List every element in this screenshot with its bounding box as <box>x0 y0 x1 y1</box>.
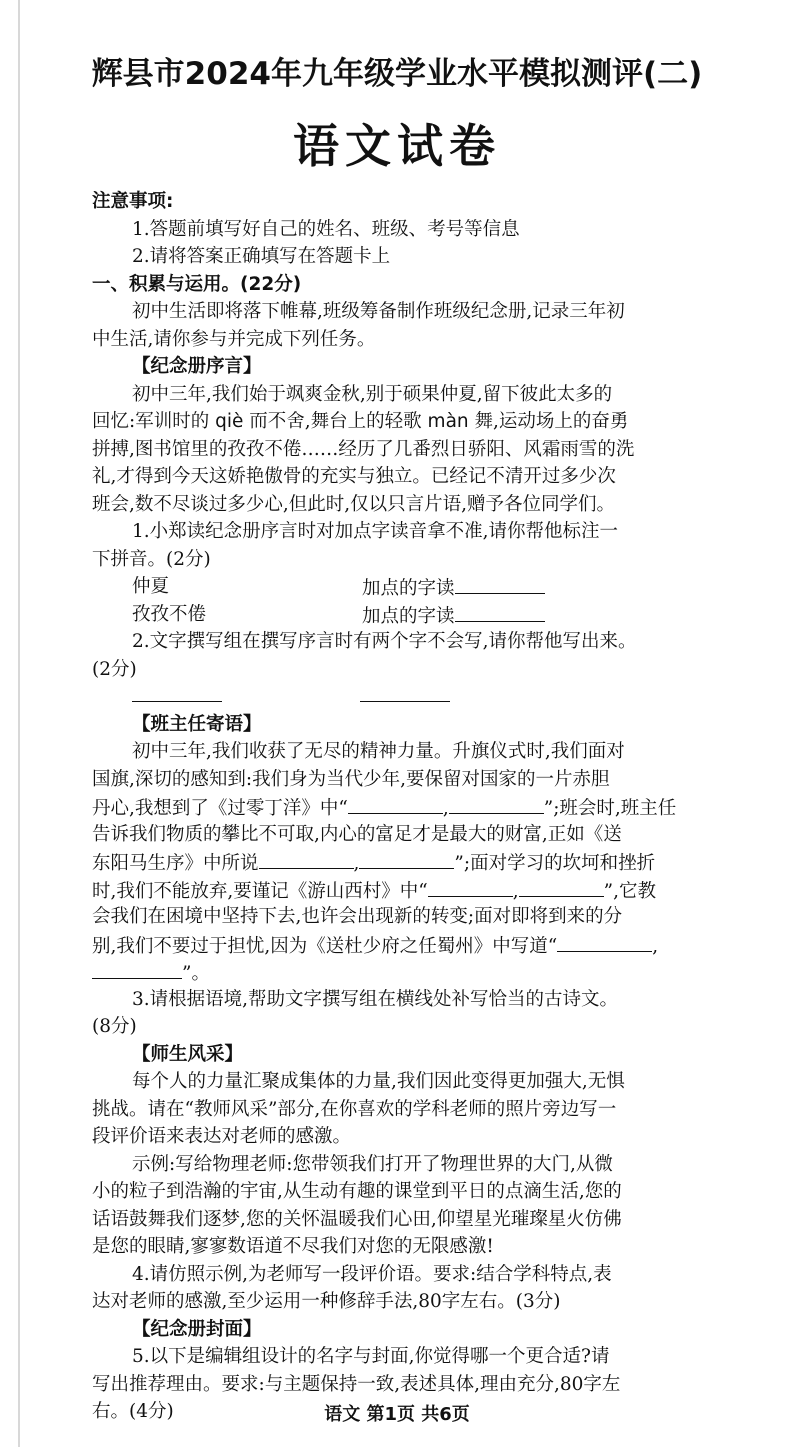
q3-line-1: 3.请根据语境,帮助文字撰写组在横线处补写恰当的古诗文。 <box>132 988 619 1010</box>
q1-item-1 <box>92 573 764 601</box>
subject-title: 语文试卷 <box>293 119 501 173</box>
teacher-msg-line-2: 国旗,深切的感知到:我们身为当代少年,要保留对国家的一片赤胆 <box>92 768 610 790</box>
answer-blank[interactable] <box>428 876 513 897</box>
q1-word-1: 仲夏 <box>132 576 170 597</box>
pinyin-man: màn <box>427 411 469 432</box>
answer-blank[interactable] <box>519 876 604 897</box>
teacher-msg-text: 时,我们不能放弃,要谨记《游山西村》中“ <box>92 880 428 902</box>
page-footer: 语文 第1页 共6页 <box>324 1404 470 1425</box>
teacher-msg-line-3 <box>92 793 764 821</box>
example-line-4: 是您的眼睛,寥寥数语道不尽我们对您的无限感激! <box>92 1236 494 1257</box>
answer-blank[interactable] <box>360 701 450 702</box>
teacher-msg-text: 别,我们不要过于担忧,因为《送杜少府之任蜀州》中写道“ <box>92 935 558 957</box>
preface-line-4: 礼,才得到今天这娇艳傲骨的充实与独立。已经记不清开过多少次 <box>92 466 616 487</box>
teachers-line-2: 挑战。请在“教师风采”部分,在你喜欢的学科老师的照片旁边写一 <box>92 1098 617 1120</box>
teacher-msg-text: 丹心,我想到了《过零丁洋》中“ <box>92 798 348 819</box>
teacher-msg-text: , <box>512 880 519 902</box>
q5-line-3: 右。(4分) <box>92 1401 174 1422</box>
notice-item-1: 1.答题前填写好自己的姓名、班级、考号等信息 <box>132 218 520 240</box>
teacher-msg-line-5 <box>92 848 764 876</box>
teacher-msg-line-9 <box>92 958 764 986</box>
example-line-1: 示例:写给物理老师:您带领我们打开了物理世界的大门,从微 <box>132 1153 613 1175</box>
answer-blank[interactable] <box>132 701 222 702</box>
teacher-msg-text: , <box>442 798 449 819</box>
cover-label: 【纪念册封面】 <box>132 1318 262 1340</box>
preface-line-3: 拼搏,图书馆里的孜孜不倦……经历了几番烈日骄阳、风霜雨雪的洗 <box>92 438 635 460</box>
notice-item-2: 2.请将答案正确填写在答题卡上 <box>132 246 391 267</box>
preface-text: 舞,运动场上的奋勇 <box>468 411 629 432</box>
answer-blank[interactable] <box>557 931 652 952</box>
q5-line-2: 写出推荐理由。要求:与主题保持一致,表述具体,理由充分,80字左 <box>92 1373 621 1395</box>
section-intro-line-2: 中生活,请你参与并完成下列任务。 <box>92 328 376 350</box>
teacher-msg-line-1: 初中三年,我们收获了无尽的精神力量。升旗仪式时,我们面对 <box>132 741 625 762</box>
teacher-msg-line-4: 告诉我们物质的攀比不可取,内心的富足才是最大的财富,正如《送 <box>92 823 622 845</box>
page-edge-line <box>18 0 20 1447</box>
preface-text: 回忆:军训时的 <box>92 411 216 432</box>
teachers-label: 【师生风采】 <box>132 1043 244 1065</box>
q2-line-2: (2分) <box>92 658 137 680</box>
q1-prompt-text: 加点的字读 <box>362 605 455 627</box>
teacher-msg-text: ”,它教 <box>603 880 656 902</box>
q3-line-2: (8分) <box>92 1016 137 1037</box>
preface-text: 而不舍,舞台上的轻歌 <box>243 411 428 432</box>
q1-prompt-text: 加点的字读 <box>362 578 455 599</box>
q1-item-2 <box>92 601 764 629</box>
section-intro-line-1: 初中生活即将落下帷幕,班级筹备制作班级纪念册,记录三年初 <box>132 301 625 322</box>
q1-prompt-1 <box>362 573 545 601</box>
teacher-msg-label: 【班主任寄语】 <box>132 713 262 735</box>
q5-line-1: 5.以下是编辑组设计的名字与封面,你觉得哪一个更合适?请 <box>132 1346 610 1367</box>
section-heading: 一、积累与运用。(22分) <box>92 273 302 295</box>
preface-label: 【纪念册序言】 <box>132 356 262 377</box>
teacher-msg-text: ”。 <box>182 963 210 984</box>
teachers-line-1: 每个人的力量汇聚成集体的力量,我们因此变得更加强大,无惧 <box>132 1071 625 1092</box>
q2-answer-lines <box>92 683 764 711</box>
teacher-msg-line-6 <box>92 876 764 904</box>
q1-word-2: 孜孜不倦 <box>132 603 207 625</box>
q1-line-1: 1.小郑读纪念册序言时对加点字读音拿不准,请你帮他标注一 <box>132 521 619 542</box>
exam-title: 辉县市2024年九年级学业水平模拟测评(二) <box>91 56 703 92</box>
answer-blank[interactable] <box>92 958 182 979</box>
answer-blank[interactable] <box>348 793 443 814</box>
notice-heading: 注意事项: <box>92 191 174 212</box>
q1-prompt-2 <box>362 601 545 629</box>
answer-blank[interactable] <box>455 573 545 594</box>
exam-content <box>92 188 764 1426</box>
preface-line-5: 班会,数不尽谈过多少心,但此时,仅以只言片语,赠予各位同学们。 <box>92 493 616 515</box>
preface-line-2 <box>92 408 764 436</box>
q4-line-2: 达对老师的感激,至少运用一种修辞手法,80字左右。(3分) <box>92 1291 561 1312</box>
teachers-line-3: 段评价语来表达对老师的感激。 <box>92 1126 352 1147</box>
answer-blank[interactable] <box>259 848 354 869</box>
answer-blank[interactable] <box>449 793 544 814</box>
pinyin-qie: qiè <box>215 411 244 432</box>
teacher-msg-line-8 <box>92 931 764 959</box>
teacher-msg-text: , <box>353 853 360 874</box>
teacher-msg-text: 东阳马生序》中所说 <box>92 853 259 874</box>
q1-line-2: 下拼音。(2分) <box>92 548 211 570</box>
answer-blank[interactable] <box>359 848 454 869</box>
q4-line-1: 4.请仿照示例,为老师写一段评价语。要求:结合学科特点,表 <box>132 1263 612 1285</box>
example-line-3: 话语鼓舞我们逐梦,您的关怀温暖我们心田,仰望星光璀璨星火仿佛 <box>92 1208 622 1230</box>
q2-line-1: 2.文字撰写组在撰写序言时有两个字不会写,请你帮他写出来。 <box>132 631 637 652</box>
teacher-msg-line-7: 会我们在困境中坚持下去,也许会出现新的转变;面对即将到来的分 <box>92 906 623 927</box>
preface-line-1: 初中三年,我们始于飒爽金秋,别于硕果仲夏,留下彼此太多的 <box>132 383 613 405</box>
teacher-msg-text: ”;班会时,班主任 <box>543 798 677 819</box>
answer-blank[interactable] <box>455 601 545 622</box>
teacher-msg-text: ”;面对学习的坎坷和挫折 <box>454 853 656 874</box>
example-line-2: 小的粒子到浩瀚的宇宙,从生动有趣的课堂到平日的点滴生活,您的 <box>92 1181 622 1202</box>
teacher-msg-text: , <box>652 935 659 957</box>
